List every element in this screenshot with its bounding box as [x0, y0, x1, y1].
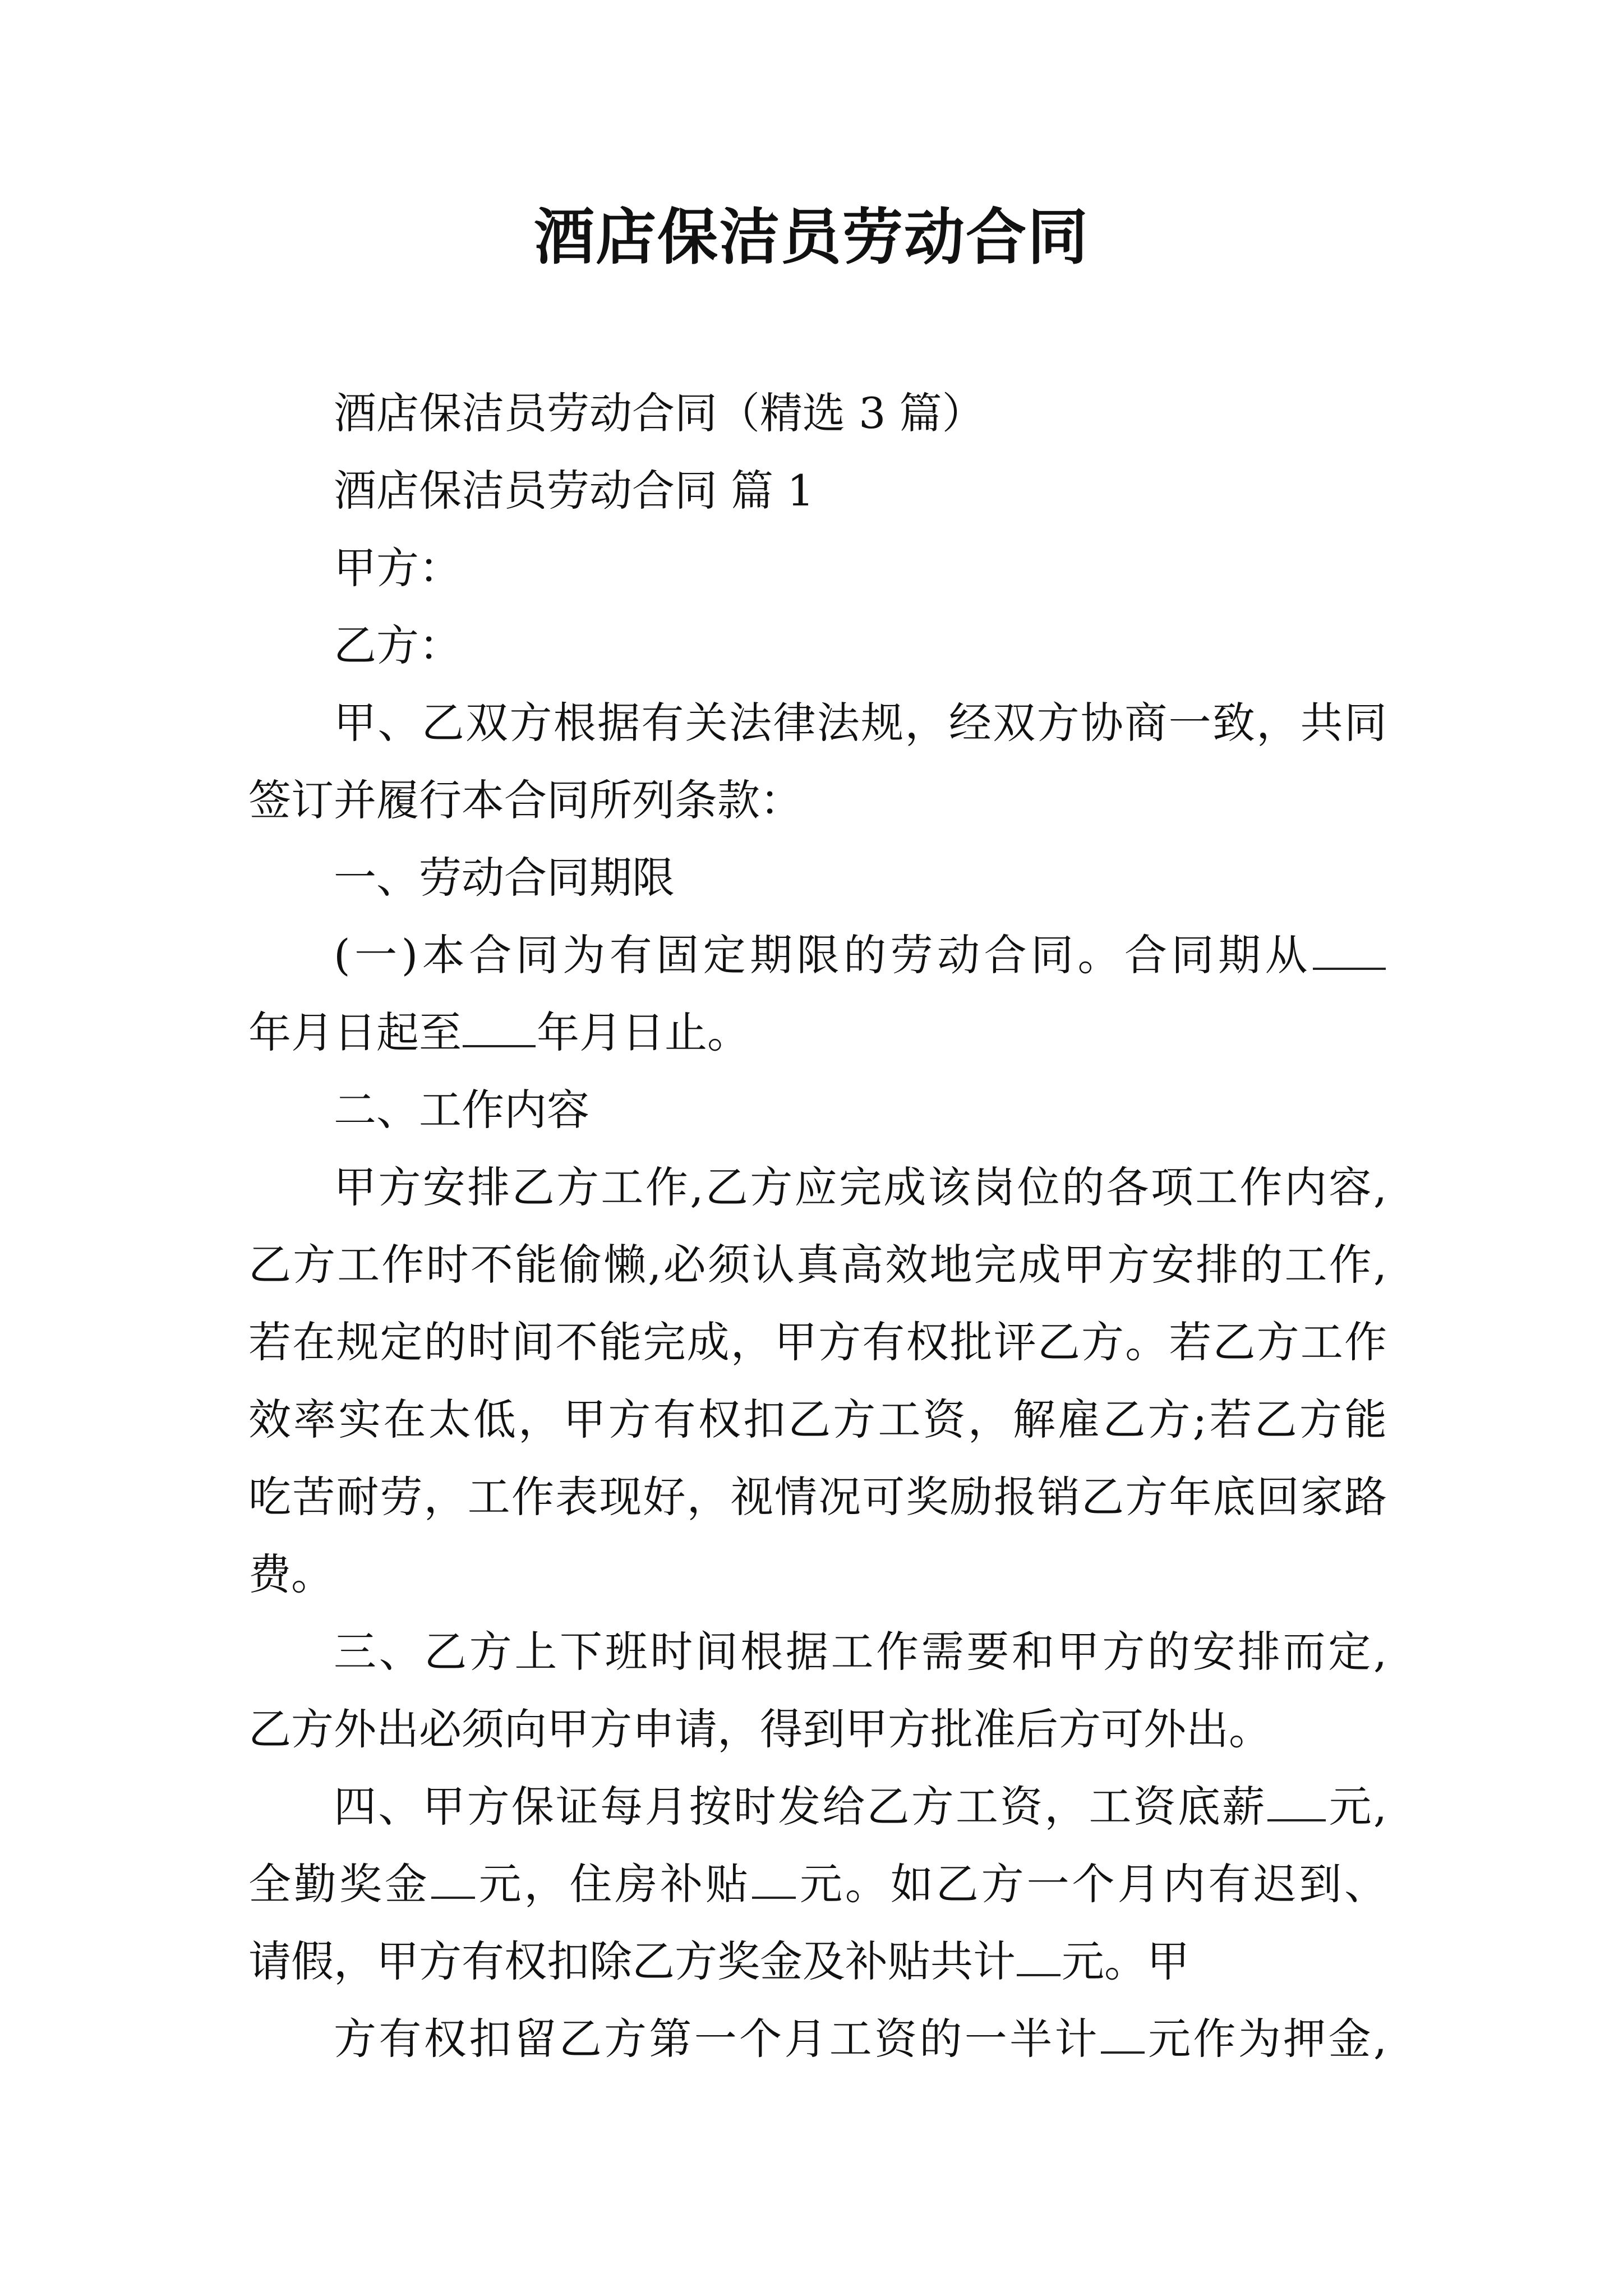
line-text: 三、乙方上下班时间根据工作需要和甲方的安排而定,: [334, 1627, 1387, 1677]
line-text: 甲方：: [334, 543, 462, 593]
line-text: 若在规定的时间不能完成，甲方有权批评乙方。若乙方工作: [248, 1317, 1387, 1367]
line-text: 四、甲方保证每月按时发给乙方工资，工资底薪: [334, 1782, 1267, 1832]
body-line: [248, 2000, 1387, 2078]
line-text: 全勤奖金: [248, 1859, 430, 1909]
fill-in-blank: [431, 1856, 475, 1899]
body-line: [248, 530, 1387, 607]
fill-in-blank: [1017, 1934, 1061, 1976]
line-text: 元。如乙方一个月内有迟到、: [797, 1859, 1387, 1909]
body-line: [248, 607, 1387, 684]
line-text: 一、劳动合同期限: [334, 853, 675, 903]
fill-in-blank: [752, 1856, 796, 1899]
body-line: [248, 917, 1387, 994]
fill-in-blank: [463, 1005, 536, 1047]
body-line: [248, 1923, 1387, 2000]
line-text: 费。: [248, 1549, 334, 1599]
line-text: 乙方工作时不能偷懒,必须认真高效地完成甲方安排的工作,: [248, 1240, 1387, 1290]
body-line: [248, 452, 1387, 530]
body-line: [248, 1226, 1387, 1304]
fill-in-blank: [1101, 2011, 1145, 2054]
line-text: 元,: [1327, 1782, 1387, 1832]
line-text: 乙方外出必须向甲方申请，得到甲方批准后方可外出。: [248, 1704, 1271, 1754]
body-line: [248, 1381, 1387, 1458]
body-line: [248, 1071, 1387, 1149]
line-text: 签订并履行本合同所列条款：: [248, 775, 803, 825]
line-text: 二、工作内容: [334, 1085, 589, 1135]
document-title: 酒店保洁员劳动合同: [533, 202, 1089, 273]
line-text: 年月日起至: [248, 1007, 462, 1057]
line-text: 元作为押金,: [1145, 2014, 1387, 2064]
line-text: 酒店保洁员劳动合同 篇 1: [334, 466, 814, 516]
line-text: 甲、乙双方根据有关法律法规，经双方协商一致，共同: [334, 698, 1387, 748]
line-text: 甲方安排乙方工作,乙方应完成该岗位的各项工作内容,: [334, 1162, 1387, 1212]
body-line: [248, 375, 1387, 452]
body-line: [248, 1304, 1387, 1381]
line-text: 吃苦耐劳，工作表现好，视情况可奖励报销乙方年底回家路: [248, 1472, 1387, 1522]
body-line: [248, 684, 1387, 762]
body-line: [248, 1149, 1387, 1226]
document-body: [248, 375, 1387, 2078]
line-text: 酒店保洁员劳动合同（精选 3 篇）: [334, 388, 985, 438]
line-text: 乙方：: [334, 620, 462, 670]
line-text: 请假，甲方有权扣除乙方奖金及补贴共计: [248, 1936, 1016, 1986]
body-line: [248, 994, 1387, 1071]
body-line: [248, 1768, 1387, 1846]
body-line: [248, 1691, 1387, 1768]
line-text: 年月日止。: [537, 1007, 750, 1057]
line-text: 方有权扣留乙方第一个月工资的一半计: [334, 2014, 1100, 2064]
line-text: 元。甲: [1062, 1936, 1189, 1986]
body-line: [248, 1536, 1387, 1613]
body-line: [248, 839, 1387, 917]
fill-in-blank: [1313, 927, 1386, 970]
body-line: [248, 1613, 1387, 1691]
body-line: [248, 1846, 1387, 1923]
line-text: 元，住房补贴: [476, 1859, 751, 1909]
line-text: (一)本合同为有固定期限的劳动合同。合同期从: [334, 930, 1312, 980]
fill-in-blank: [1267, 1779, 1326, 1821]
body-line: [248, 762, 1387, 839]
body-line: [248, 1458, 1387, 1536]
line-text: 效率实在太低，甲方有权扣乙方工资，解雇乙方;若乙方能: [248, 1395, 1387, 1444]
